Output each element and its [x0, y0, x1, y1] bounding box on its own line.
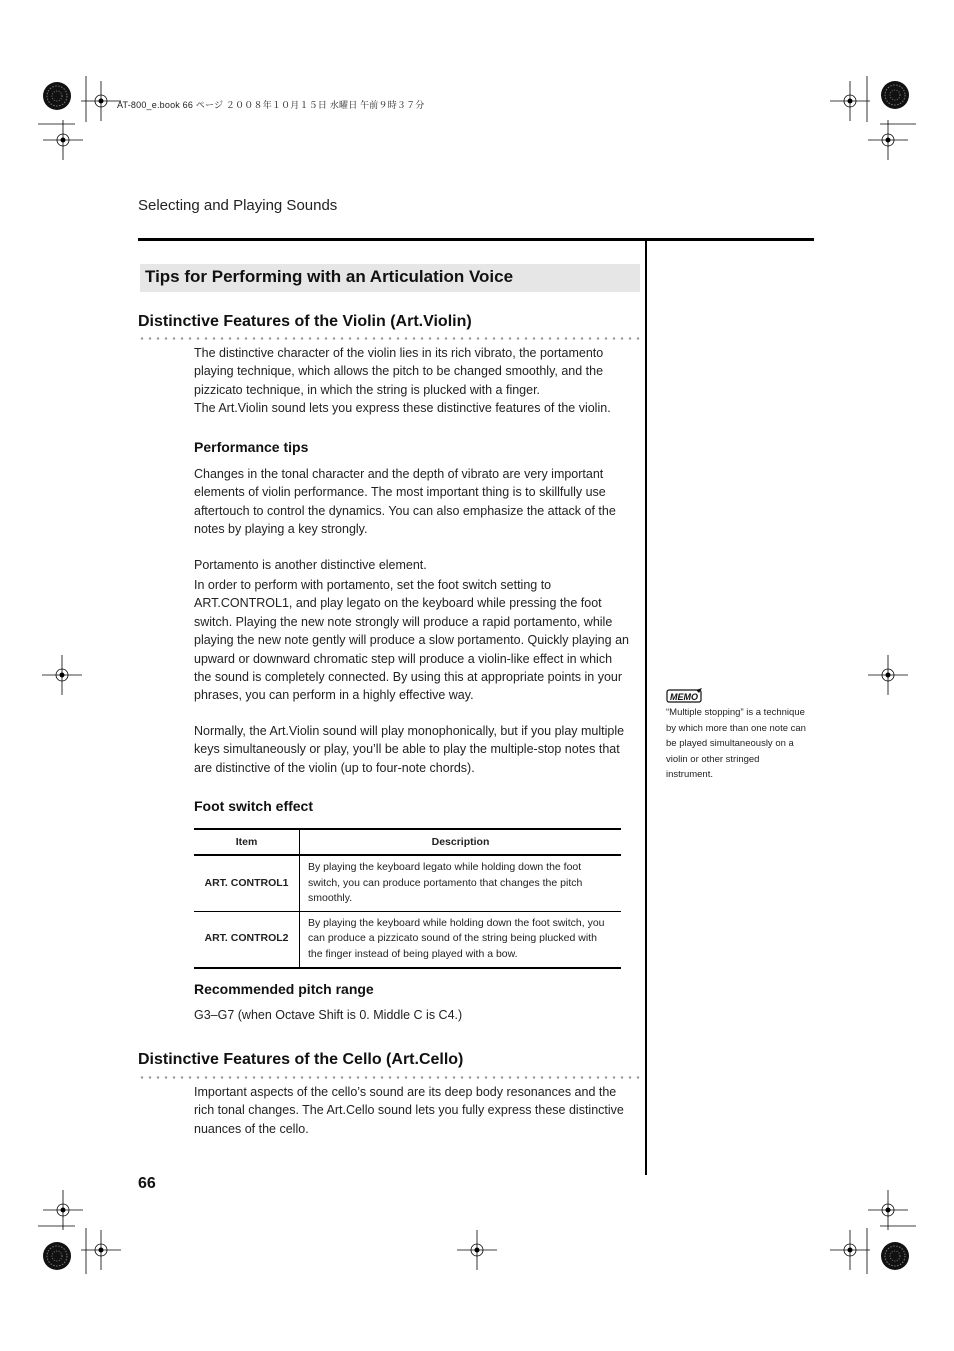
memo-icon — [666, 688, 704, 704]
column-header-item: Item — [194, 829, 300, 855]
column-header-description: Description — [300, 829, 622, 855]
violin-intro-paragraph: The Art.Violin sound lets you express these distinctive features of the violin. — [194, 401, 611, 416]
page-number: 66 — [138, 1175, 156, 1192]
pitch-range-text: G3–G7 (when Octave Shift is 0. Middle C is C4.) — [194, 1008, 463, 1022]
table-row — [194, 855, 621, 911]
violin-intro-paragraph: The distinctive character of the violin lies in its rich vibrato, the portamento playing technique, which allows the pitch to be changed smoothly, and the pizzicato technique, in which the string is plucked with a finger. — [194, 346, 604, 397]
foot-switch-heading: Foot switch effect — [194, 798, 314, 814]
dotted-rule — [138, 1076, 642, 1079]
table-cell-description: By playing the keyboard while holding down the foot switch, you can produce a pizzicato sound of the string being plucked with the finger instead of being played with a bow. — [300, 911, 622, 967]
section-title: Tips for Performing with an Articulation Voice — [145, 267, 514, 286]
cello-heading: Distinctive Features of the Cello (Art.Cello) — [138, 1051, 464, 1068]
performance-tips-paragraph: In order to perform with portamento, set the foot switch setting to ART.CONTROL1, and play legato on the keyboard while pressing the foot switch. Playing the new note strongly will produce a rapid portamento, while playing the new note gently will produce a slow portamento. Quickly playing an upward or downward chromatic step will produce a violin-like effect in which the sound is completely connected. By using this at appropriate points in your phrases, you can perform in a highly effective way. — [194, 578, 629, 703]
pitch-range-heading: Recommended pitch range — [194, 981, 374, 997]
column-divider — [645, 238, 647, 1175]
violin-intro — [194, 344, 630, 418]
dotted-rule — [138, 337, 642, 340]
performance-tips-paragraph: Normally, the Art.Violin sound will play monophonically, but if you play multiple keys simultaneously or play, you’ll be able to play the multiple-stop notes that are distinctive of the violin (up to four-note chords). — [194, 724, 625, 775]
performance-tips-heading: Performance tips — [194, 439, 309, 455]
table-cell-item: ART. CONTROL2 — [194, 911, 300, 967]
performance-tips-paragraph: Changes in the tonal character and the depth of vibrato are very important elements of violin performance. The most important thing is to skillfully use aftertouch to control the dynamics. You can also emphasize the attack of the notes by playing a key strongly. — [194, 467, 616, 537]
performance-tips-paragraph: Portamento is another distinctive element. — [194, 558, 427, 572]
table-header-row — [194, 829, 621, 855]
cello-text: Important aspects of the cello’s sound are its deep body resonances and the rich tonal changes. The Art.Cello sound lets you fully express these distinctive nuances of the cello. — [194, 1085, 624, 1136]
top-rule — [138, 238, 814, 241]
memo-text: “Multiple stopping” is a technique by which more than one note can be played simultaneously on a violin or other stringed instrument. — [666, 707, 806, 781]
violin-heading: Distinctive Features of the Violin (Art.Violin) — [138, 313, 472, 330]
print-header: AT-800_e.book 66 ページ ２００８年１０月１５日 水曜日 午前９時３７分 — [117, 100, 425, 110]
table-cell-item: ART. CONTROL1 — [194, 855, 300, 911]
table-cell-description: By playing the keyboard legato while holding down the foot switch, you can produce portamento that changes the pitch smoothly. — [300, 855, 622, 911]
foot-switch-table — [194, 828, 621, 969]
running-head: Selecting and Playing Sounds — [138, 197, 338, 214]
memo-icon-label: MEMO — [670, 692, 698, 702]
table-row — [194, 911, 621, 967]
